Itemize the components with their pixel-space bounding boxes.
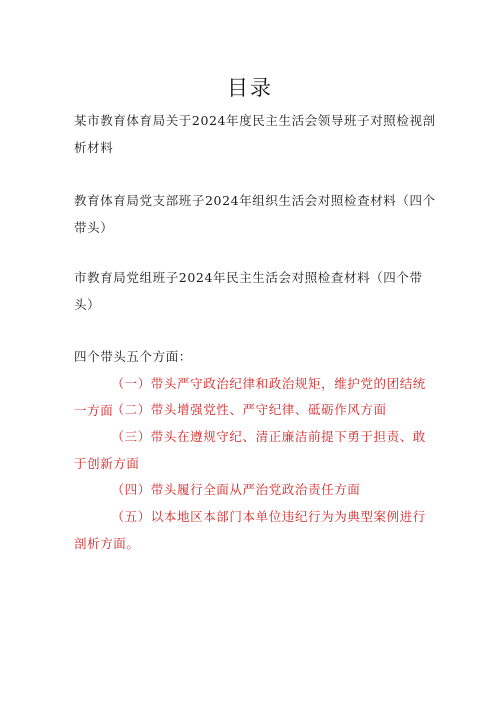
- toc-entry-2: 教育体育局党支部班子2024年组织生活会对照检查材料（四个带头）: [74, 193, 436, 235]
- point-item-4: （四）带头履行全面从严治党政治责任方面: [111, 482, 361, 497]
- toc-entry-1: 某市教育体育局关于2024年度民主生活会领导班子对照检视剖析材料: [74, 113, 436, 155]
- toc-entry-3: 市教育局党组班子2024年民主生活会对照检查材料（四个带头）: [74, 270, 423, 312]
- page-title: 目录: [227, 76, 273, 100]
- point-item-5: （五）以本地区本部门本单位违纪行为为典型案例进行剖析方面。: [74, 509, 426, 551]
- point-item-2: （二）带头增强党性、严守纪律、砥砺作风方面: [111, 402, 387, 417]
- point-item-3: （三）带头在遵规守纪、清正廉洁前提下勇于担责、敢于创新方面: [74, 429, 426, 471]
- section-heading: 四个带头五个方面：: [74, 349, 192, 364]
- point-item-1: （一）带头严守政治纪律和政治规矩，维护党的团结统一方面: [74, 376, 426, 418]
